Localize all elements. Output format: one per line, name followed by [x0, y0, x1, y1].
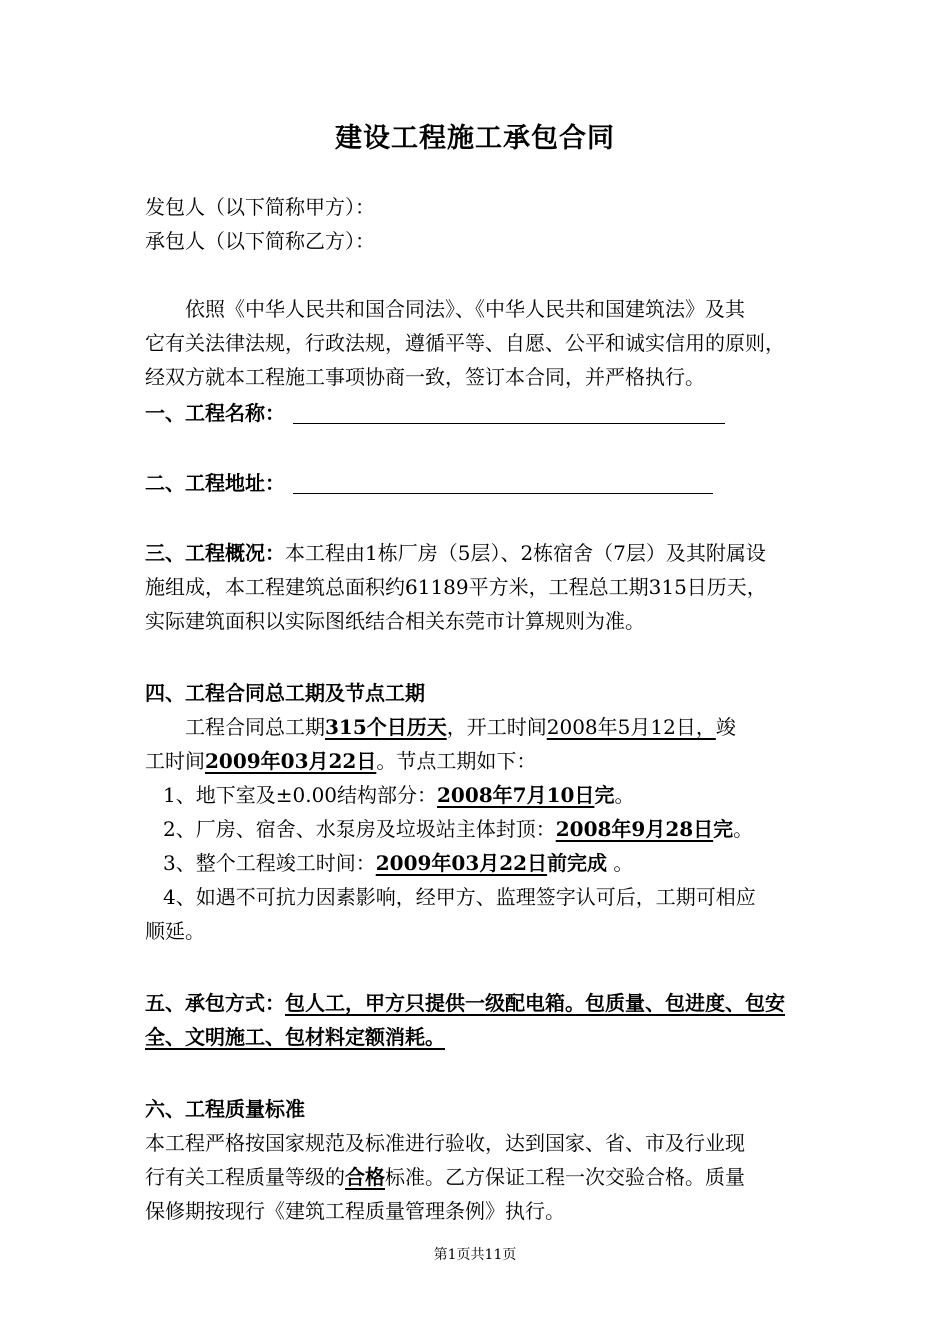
employer-line: 发包人（以下简称甲方）： — [145, 195, 375, 219]
milestone-3 — [163, 846, 633, 880]
section-3-line-3: 实际建筑面积以实际图纸结合相关东莞市计算规则为准。 — [145, 609, 645, 633]
section-6-line-3: 保修期按现行《建筑工程质量管理条例》执行。 — [145, 1199, 565, 1223]
milestone-2 — [163, 812, 753, 846]
start-date: 2008年5月12日， — [546, 715, 716, 739]
milestone-3-period: 。 — [607, 851, 634, 875]
completion-label: 工时间 — [145, 749, 205, 773]
section-4-para-line-2 — [145, 744, 536, 778]
milestone-4-line-1: 4、如遇不可抗力因素影响，经甲方、监理签字认可后，工期可相应 — [163, 885, 756, 909]
milestone-1 — [163, 778, 634, 812]
section-6-heading: 六、工程质量标准 — [145, 1097, 305, 1121]
milestone-3-done: 前完成 — [547, 851, 608, 875]
completion-label-start: 竣 — [715, 715, 736, 739]
milestone-1-done: 完 — [594, 783, 615, 807]
section-1-project-name — [145, 396, 725, 430]
duration-label: 工程合同总工期 — [185, 715, 325, 739]
section-2-project-address — [145, 466, 713, 500]
section-5-text-1: 包人工，甲方只提供一级配电箱。包质量、包进度、包安 — [285, 991, 785, 1015]
milestone-2-done: 完 — [713, 817, 734, 841]
milestone-1-label: 1、地下室及±0.00结构部分： — [163, 783, 438, 807]
section-6-line-2 — [145, 1160, 745, 1194]
section-1-label: 一、工程名称： — [145, 401, 285, 425]
section-6-text-2a: 行有关工程质量等级的 — [145, 1165, 345, 1189]
contractor-line: 承包人（以下简称乙方）： — [145, 229, 375, 253]
preamble-line-3: 经双方就本工程施工事项协商一致，签订本合同，并严格执行。 — [145, 365, 705, 389]
section-5-label: 五、承包方式： — [145, 991, 285, 1015]
milestone-3-date: 2009年03月22日 — [375, 851, 548, 875]
section-5-line-1 — [145, 986, 785, 1020]
completion-date: 2009年03月22日 — [205, 749, 377, 773]
section-2-label: 二、工程地址： — [145, 471, 285, 495]
milestone-4-line-2: 顺延。 — [145, 919, 205, 943]
section-3-line-1 — [145, 536, 766, 570]
section-3-label: 三、工程概况： — [145, 541, 285, 565]
total-duration: 315个日历天 — [325, 715, 447, 739]
preamble-line-1: 依照《中华人民共和国合同法》、《中华人民共和国建筑法》及其 — [185, 297, 745, 321]
project-address-blank — [293, 473, 713, 494]
section-5-line-2: 全、文明施工、包材料定额消耗。 — [145, 1025, 445, 1049]
quality-grade: 合格 — [345, 1165, 385, 1189]
section-6-line-1: 本工程严格按国家规范及标准进行验收，达到国家、省、市及行业现 — [145, 1131, 745, 1155]
section-4-heading: 四、工程合同总工期及节点工期 — [145, 681, 425, 705]
section-6-text-2c: 标准。乙方保证工程一次交验合格。质量 — [385, 1165, 745, 1189]
section-3-line-2: 施组成，本工程建筑总面积约61189平方米，工程总工期315日历天， — [145, 575, 767, 599]
start-label: ，开工时间 — [446, 715, 547, 739]
section-3-text-1: 本工程由1栋厂房（5层）、2栋宿舍（7层）及其附属设 — [285, 541, 766, 565]
milestones-intro: 。节点工期如下： — [376, 749, 537, 773]
milestone-2-date: 2008年9月28日 — [555, 817, 714, 841]
preamble-line-2: 它有关法律法规，行政法规，遵循平等、自愿、公平和诚实信用的原则， — [145, 331, 785, 355]
milestone-1-period: 。 — [614, 783, 635, 807]
milestone-3-label: 3、整个工程竣工时间： — [163, 851, 376, 875]
project-name-blank — [293, 403, 725, 424]
section-4-para-line-1 — [185, 710, 736, 744]
contract-title: 建设工程施工承包合同 — [335, 123, 615, 154]
milestone-1-date: 2008年7月10日 — [437, 783, 595, 807]
milestone-2-label: 2、厂房、宿舍、水泵房及垃圾站主体封顶： — [163, 817, 556, 841]
page-footer: 第1页共11页 — [433, 1247, 517, 1263]
milestone-2-period: 。 — [733, 817, 754, 841]
